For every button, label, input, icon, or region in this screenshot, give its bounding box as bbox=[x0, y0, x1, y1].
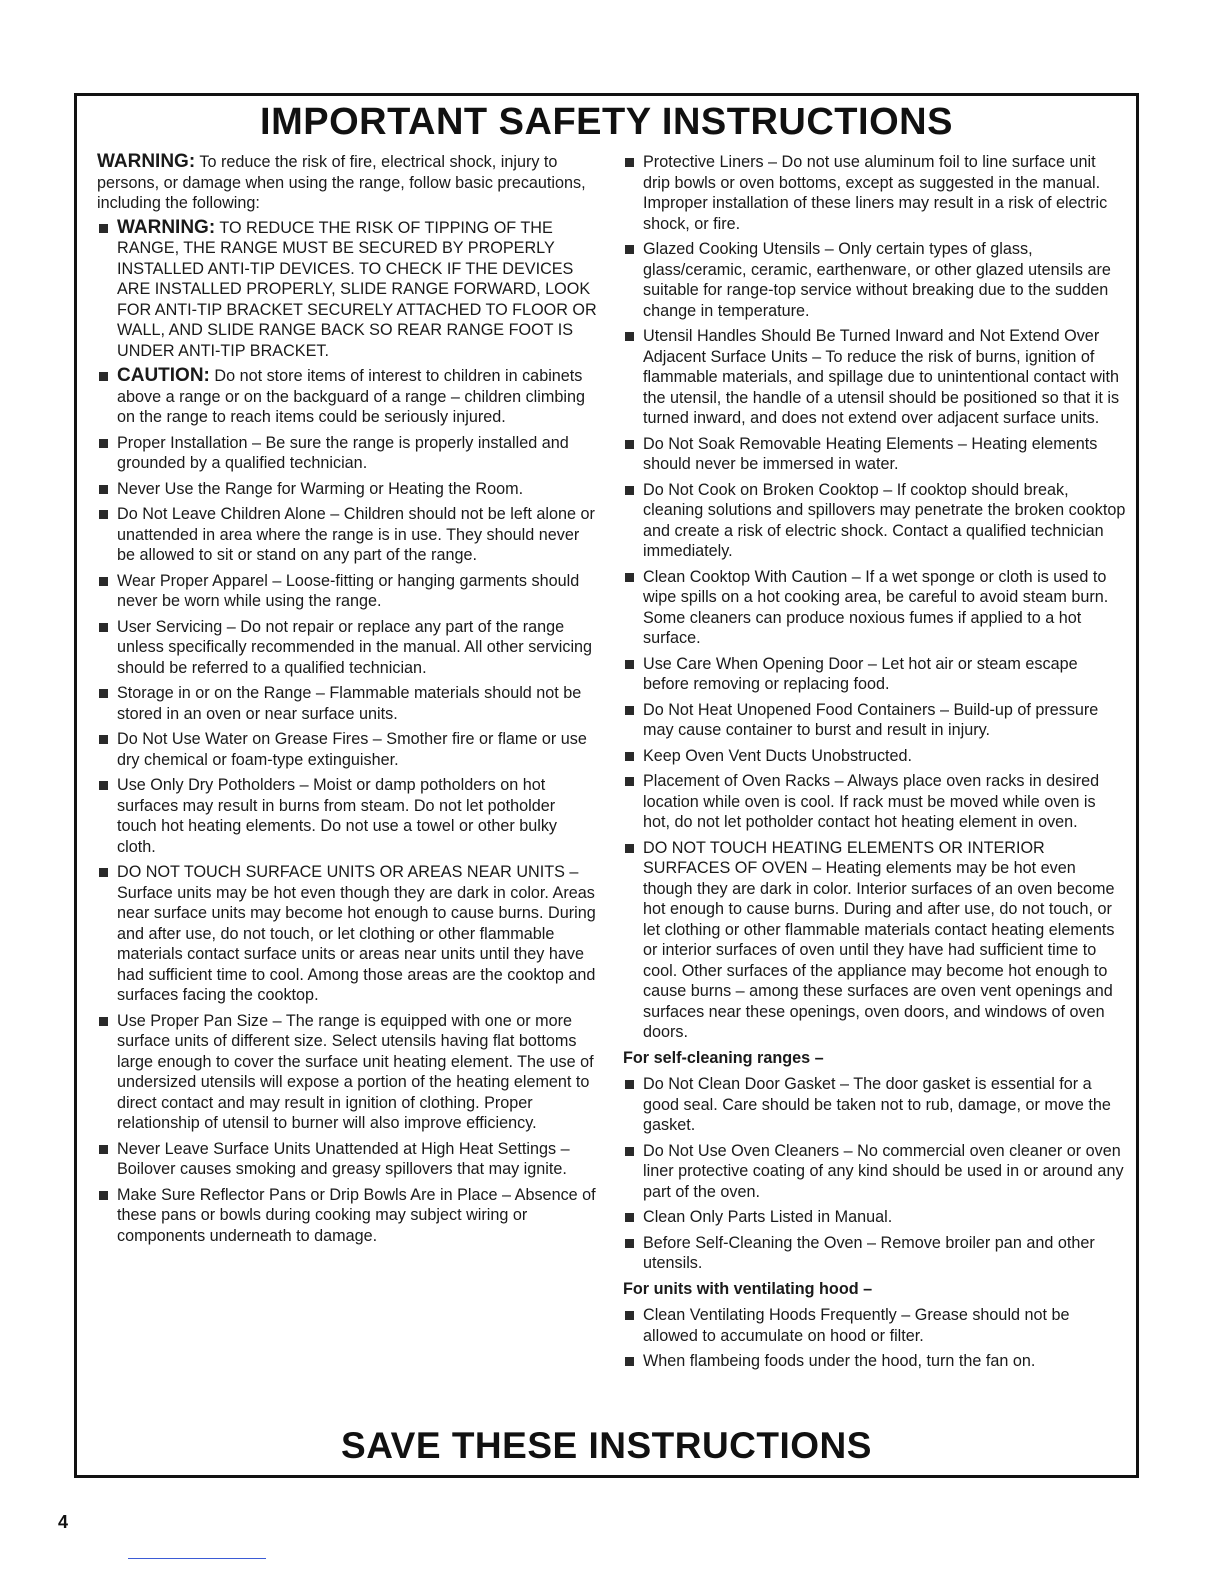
square-bullet-icon bbox=[625, 486, 634, 495]
square-bullet-icon bbox=[625, 573, 634, 582]
item-text: Placement of Oven Racks – Always place oven racks in desired location while oven is cool. If rack must be moved while oven is hot, do not let potholder contact hot heating element in oven. bbox=[643, 772, 1100, 831]
item-text: Clean Only Parts Listed in Manual. bbox=[643, 1208, 893, 1226]
square-bullet-icon bbox=[625, 158, 634, 167]
item-text: Do Not Soak Removable Heating Elements – Heating elements should never be immersed in water. bbox=[643, 434, 1098, 473]
list-item bbox=[97, 479, 597, 500]
square-bullet-icon bbox=[99, 689, 108, 698]
list-item bbox=[623, 700, 1127, 741]
list-item bbox=[97, 775, 597, 857]
item-text: Do Not Use Oven Cleaners – No commercial oven cleaner or oven liner protective coating of any kind should be used in or around any part of the oven. bbox=[643, 1141, 1124, 1201]
square-bullet-icon bbox=[99, 485, 108, 494]
item-text: Do Not Heat Unopened Food Containers – Build-up of pressure may cause container to burst and result in injury. bbox=[643, 700, 1099, 739]
list-item bbox=[97, 1139, 597, 1180]
square-bullet-icon bbox=[99, 577, 108, 586]
ventilating-hood-heading: For units with ventilating hood – bbox=[623, 1279, 873, 1298]
left-column bbox=[97, 152, 597, 1251]
square-bullet-icon bbox=[99, 868, 108, 877]
page-link-underline bbox=[128, 1558, 266, 1559]
item-text: Protective Liners – Do not use aluminum foil to line surface unit drip bowls or oven bottoms, except as suggested in the manual. Improper installation of these liners may result in a risk of electric shock, or fire. bbox=[643, 153, 1108, 233]
square-bullet-icon bbox=[625, 844, 634, 853]
item-text: Do Not Leave Children Alone – Children should not be left alone or unattended in area where the range is in use. They should never be allowed to sit or stand on any part of the range. bbox=[117, 505, 595, 564]
square-bullet-icon bbox=[625, 332, 634, 341]
square-bullet-icon bbox=[99, 735, 108, 744]
self-cleaning-list bbox=[623, 1074, 1127, 1274]
item-text: DO NOT TOUCH SURFACE UNITS OR AREAS NEAR UNITS – Surface units may be hot even though they are dark in color. Areas near surface units may become hot enough to cause burns. During and after use, do not touch, or let clothing or other flammable materials contact surface units or areas near units until they have had sufficient time to cool. Among those areas are the cooktop and surfaces facing the cooktop. bbox=[117, 863, 596, 1004]
square-bullet-icon bbox=[99, 224, 108, 233]
list-item bbox=[97, 1185, 597, 1247]
list-item bbox=[97, 504, 597, 566]
list-item bbox=[623, 1351, 1127, 1372]
list-item bbox=[623, 152, 1127, 234]
item-text: User Servicing – Do not repair or replace any part of the range unless specifically recommended in the manual. All other servicing should be referred to a qualified technician. bbox=[117, 617, 593, 677]
list-item bbox=[97, 218, 597, 362]
ventilating-hood-list bbox=[623, 1305, 1127, 1372]
list-item bbox=[97, 862, 597, 1006]
footer-title: SAVE THESE INSTRUCTIONS bbox=[341, 1425, 872, 1466]
list-item bbox=[623, 746, 1127, 767]
list-item bbox=[97, 571, 597, 612]
square-bullet-icon bbox=[625, 777, 634, 786]
square-bullet-icon bbox=[625, 752, 634, 761]
self-cleaning-heading: For self-cleaning ranges – bbox=[623, 1048, 824, 1067]
item-text: Proper Installation – Be sure the range is properly installed and grounded by a qualified technician. bbox=[117, 433, 569, 472]
item-text: Use Only Dry Potholders – Moist or damp potholders on hot surfaces may result in burns from steam. Do not let potholder touch hot heating elements. Do not use a towel or other bulky cloth. bbox=[117, 776, 558, 856]
item-text: Never Use the Range for Warming or Heating the Room. bbox=[117, 479, 524, 498]
page-number: 4 bbox=[58, 1512, 69, 1532]
square-bullet-icon bbox=[625, 1357, 634, 1366]
square-bullet-icon bbox=[625, 1311, 634, 1320]
list-item bbox=[97, 1011, 597, 1134]
item-text: Keep Oven Vent Ducts Unobstructed. bbox=[643, 746, 913, 765]
item-text: Utensil Handles Should Be Turned Inward and Not Extend Over Adjacent Surface Units – To reduce the risk of burns, ignition of flammable materials, and spillage due to unintentional contact with the utensil, the handle of a utensil should be positioned so that it is turned inward, and does not extend over adjacent surface units. bbox=[643, 327, 1120, 427]
list-item bbox=[97, 729, 597, 770]
item-text: Glazed Cooking Utensils – Only certain types of glass, glass/ceramic, ceramic, earthenware, or other glazed utensils are suitable for range-top service without breaking due to the sudden change in temperature. bbox=[643, 240, 1111, 320]
square-bullet-icon bbox=[99, 1017, 108, 1026]
item-text: Do Not Use Water on Grease Fires – Smother fire or flame or use dry chemical or foam-type extinguisher. bbox=[117, 730, 587, 769]
item-text: Do Not Cook on Broken Cooktop – If cooktop should break, cleaning solutions and spillovers may penetrate the broken cooktop and create a risk of electric shock. Contact a qualified technician immediately. bbox=[643, 480, 1126, 560]
square-bullet-icon bbox=[99, 1191, 108, 1200]
list-item bbox=[623, 480, 1127, 562]
item-text: Before Self-Cleaning the Oven – Remove broiler pan and other utensils. bbox=[643, 1233, 1095, 1272]
right-instructions-list bbox=[623, 152, 1127, 1043]
list-item bbox=[623, 1141, 1127, 1203]
item-text: DO NOT TOUCH HEATING ELEMENTS OR INTERIOR SURFACES OF OVEN – Heating elements may be hot even though they are dark in color. Interior surfaces of an oven become hot enough to cause burns. During and after use, do not touch, or let clothing or other flammable materials contact heating elements or interior surfaces of oven until they have had sufficient time to cool. Other surfaces of the appliance may become hot enough to cause burns – among these surfaces are oven vent openings and surfaces near these openings, oven doors, and windows of oven doors. bbox=[643, 838, 1115, 1041]
list-item bbox=[623, 434, 1127, 475]
square-bullet-icon bbox=[99, 1145, 108, 1154]
square-bullet-icon bbox=[99, 439, 108, 448]
right-column bbox=[623, 152, 1127, 1377]
list-item bbox=[623, 654, 1127, 695]
page-title: IMPORTANT SAFETY INSTRUCTIONS bbox=[260, 101, 953, 143]
square-bullet-icon bbox=[99, 372, 108, 381]
square-bullet-icon bbox=[99, 510, 108, 519]
item-text: TO REDUCE THE RISK OF TIPPING OF THE RANGE, THE RANGE MUST BE SECURED BY PROPERLY INSTALLED ANTI-TIP DEVICES. TO CHECK IF THE DEVICES ARE INSTALLED PROPERLY, SLIDE RANGE FORWARD, LOOK FOR ANTI-TIP BRACKET SECURELY ATTACHED TO FLOOR OR WALL, AND SLIDE RANGE BACK SO REAR RANGE FOOT IS UNDER ANTI-TIP BRACKET. bbox=[117, 218, 597, 360]
square-bullet-icon bbox=[625, 1080, 634, 1089]
item-text: Clean Ventilating Hoods Frequently – Grease should not be allowed to accumulate on hood or filter. bbox=[643, 1306, 1070, 1345]
list-item bbox=[623, 771, 1127, 833]
list-item bbox=[623, 1074, 1127, 1136]
item-text: When flambeing foods under the hood, turn the fan on. bbox=[643, 1352, 1036, 1370]
item-text: Do not store items of interest to children in cabinets above a range or on the backguard of a range – children climbing on the range to reach items could be seriously injured. bbox=[117, 367, 585, 426]
list-item bbox=[623, 838, 1127, 1043]
intro-warning-label: WARNING: bbox=[97, 151, 196, 172]
list-item bbox=[623, 567, 1127, 649]
square-bullet-icon bbox=[625, 660, 634, 669]
left-instructions-list bbox=[97, 218, 597, 1247]
intro-warning bbox=[97, 152, 597, 214]
safety-instructions-box bbox=[74, 93, 1139, 1478]
list-item bbox=[97, 366, 597, 428]
square-bullet-icon bbox=[99, 781, 108, 790]
item-text: Never Leave Surface Units Unattended at High Heat Settings – Boilover causes smoking and greasy spillovers that may ignite. bbox=[117, 1139, 570, 1178]
item-text: Do Not Clean Door Gasket – The door gasket is essential for a good seal. Care should be taken not to rub, damage, or move the gasket. bbox=[643, 1075, 1111, 1134]
item-text: Clean Cooktop With Caution – If a wet sponge or cloth is used to wipe spills on a hot cooking area, be careful to avoid steam burn. Some cleaners can produce noxious fumes if applied to a hot surface. bbox=[643, 567, 1109, 647]
square-bullet-icon bbox=[625, 440, 634, 449]
list-item bbox=[97, 617, 597, 679]
item-label: CAUTION: bbox=[117, 365, 210, 386]
list-item bbox=[623, 1233, 1127, 1274]
item-label: WARNING: bbox=[117, 216, 216, 238]
square-bullet-icon bbox=[625, 1147, 634, 1156]
item-text: Wear Proper Apparel – Loose-fitting or hanging garments should never be worn while using the range. bbox=[117, 571, 580, 610]
list-item bbox=[97, 683, 597, 724]
square-bullet-icon bbox=[625, 1213, 634, 1222]
item-text: Use Care When Opening Door – Let hot air or steam escape before removing or replacing food. bbox=[643, 654, 1078, 693]
list-item bbox=[623, 326, 1127, 429]
square-bullet-icon bbox=[625, 1239, 634, 1248]
list-item bbox=[623, 239, 1127, 321]
list-item bbox=[623, 1207, 1127, 1228]
item-text: Storage in or on the Range – Flammable materials should not be stored in an oven or near surface units. bbox=[117, 684, 582, 723]
square-bullet-icon bbox=[99, 623, 108, 632]
intro-warning-text: To reduce the risk of fire, electrical shock, injury to persons, or damage when using the range, follow basic precautions, including the following: bbox=[97, 153, 586, 212]
square-bullet-icon bbox=[625, 245, 634, 254]
item-text: Make Sure Reflector Pans or Drip Bowls Are in Place – Absence of these pans or bowls during cooking may subject wiring or components underneath to damage. bbox=[117, 1185, 596, 1245]
square-bullet-icon bbox=[625, 706, 634, 715]
list-item bbox=[623, 1305, 1127, 1346]
item-text: Use Proper Pan Size – The range is equipped with one or more surface units of different size. Select utensils having flat bottoms large enough to cover the surface unit heating element. The use of undersized utensils will expose a portion of the heating element to direct contact and may result in ignition of clothing. Proper relationship of utensil to burner will also improve efficiency. bbox=[117, 1011, 594, 1132]
list-item bbox=[97, 433, 597, 474]
